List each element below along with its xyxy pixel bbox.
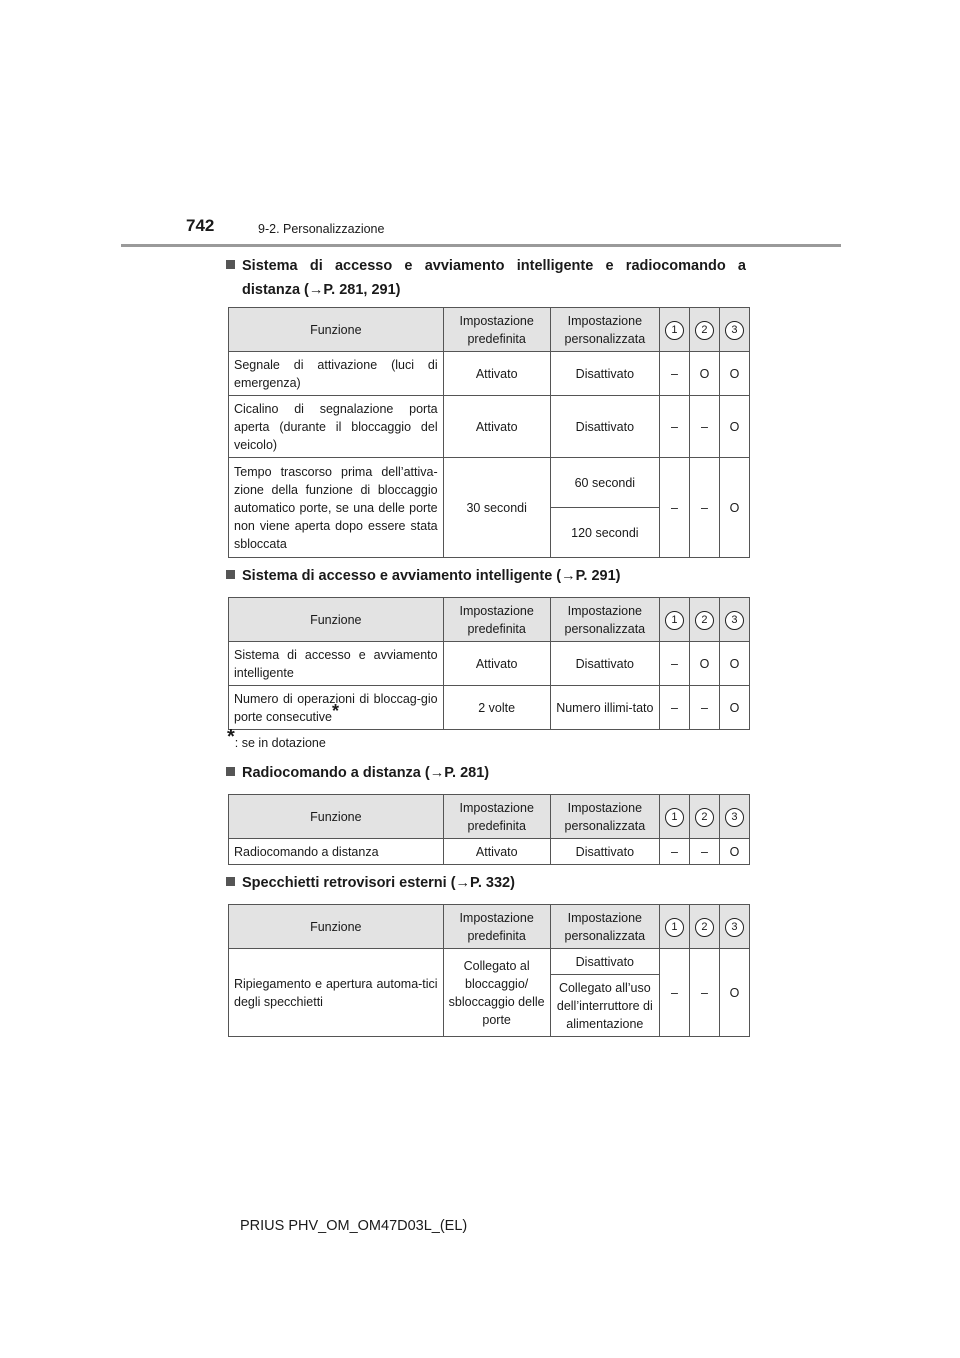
table-row xyxy=(229,458,750,508)
col-2 xyxy=(689,308,719,352)
square-bullet-icon xyxy=(226,877,235,886)
table-row xyxy=(229,642,750,686)
circled-3-icon: 3 xyxy=(725,611,744,630)
cell-mark-2: – xyxy=(689,839,719,865)
cell-custom-option-b: 120 secondi xyxy=(550,508,659,558)
heading-word: e xyxy=(605,258,614,274)
cell-funzione: Tempo trascorso prima dell’attiva-zione della funzione di bloccaggio automatico porte, se una delle porte non viene aperta dopo essere stata sbloccata xyxy=(229,458,444,558)
col-3 xyxy=(719,795,749,839)
cell-custom-option-a: Disattivato xyxy=(550,949,659,975)
cell-mark-3: O xyxy=(719,352,749,396)
cell-custom: Disattivato xyxy=(550,839,659,865)
circled-3-icon: 3 xyxy=(725,918,744,937)
col-default: Impostazione predefinita xyxy=(443,308,550,352)
footnote-star: * xyxy=(331,700,339,721)
col-1 xyxy=(659,308,689,352)
col-3 xyxy=(719,598,749,642)
col-2 xyxy=(689,598,719,642)
cell-mark-1: – xyxy=(659,839,689,865)
heading-line-2: distanza (→P. 281, 291) xyxy=(242,282,401,298)
col-3 xyxy=(719,905,749,949)
cell-mark-2: – xyxy=(689,686,719,730)
settings-table-smart-entry xyxy=(228,597,750,730)
cell-default: Attivato xyxy=(443,642,550,686)
circled-1-icon: 1 xyxy=(665,808,684,827)
cell-custom-option-b: Collegato all’uso dell’interruttore di alimentazione xyxy=(550,975,659,1037)
settings-table-remote-control xyxy=(228,794,750,865)
col-custom: Impostazione personalizzata xyxy=(550,795,659,839)
circled-2-icon: 2 xyxy=(695,918,714,937)
heading-word: di xyxy=(309,258,323,274)
table-header-row xyxy=(229,905,750,949)
cell-custom-option-a: 60 secondi xyxy=(550,458,659,508)
col-custom: Impostazione personalizzata xyxy=(550,905,659,949)
cell-mark-1: – xyxy=(659,396,689,458)
cell-default: Attivato xyxy=(443,839,550,865)
col-funzione: Funzione xyxy=(229,308,444,352)
table-header-row xyxy=(229,308,750,352)
section-reference: 9-2. Personalizzazione xyxy=(258,222,385,236)
cell-mark-2: O xyxy=(689,642,719,686)
col-funzione: Funzione xyxy=(229,795,444,839)
col-default: Impostazione predefinita xyxy=(443,795,550,839)
cell-mark-3: O xyxy=(719,458,749,558)
cell-funzione: Cicalino di segnalazione porta aperta (durante il bloccaggio del veicolo) xyxy=(229,396,444,458)
cell-funzione: Sistema di accesso e avviamento intelligente xyxy=(229,642,444,686)
cell-mark-1: – xyxy=(659,642,689,686)
cell-mark-2: O xyxy=(689,352,719,396)
table-row xyxy=(229,352,750,396)
cell-default: 30 secondi xyxy=(443,458,550,558)
circled-3-icon: 3 xyxy=(725,321,744,340)
cell-default: Collegato al bloccaggio/ sbloccaggio delle porte xyxy=(443,949,550,1037)
col-1 xyxy=(659,905,689,949)
circled-2-icon: 2 xyxy=(695,321,714,340)
cell-custom: Numero illimi-tato xyxy=(550,686,659,730)
col-1 xyxy=(659,795,689,839)
document-id: PRIUS PHV_OM_OM47D03L_(EL) xyxy=(240,1218,468,1234)
heading-word: accesso xyxy=(334,258,393,274)
cell-funzione: Ripiegamento e apertura automa-tici degli specchietti xyxy=(229,949,444,1037)
cell-funzione: Numero di operazioni di bloccag-gio porte consecutive* xyxy=(229,686,444,730)
col-funzione: Funzione xyxy=(229,598,444,642)
heading-word: intelligente xyxy=(516,258,594,274)
cell-custom: Disattivato xyxy=(550,642,659,686)
cell-mark-3: O xyxy=(719,839,749,865)
cell-funzione: Radiocomando a distanza xyxy=(229,839,444,865)
cell-default: Attivato xyxy=(443,352,550,396)
cell-funzione: Segnale di attivazione (luci di emergenza) xyxy=(229,352,444,396)
footnote-star: * xyxy=(227,726,235,748)
cell-mark-1: – xyxy=(659,686,689,730)
circled-2-icon: 2 xyxy=(695,611,714,630)
heading-word: a xyxy=(737,258,746,274)
section-heading-mirrors: Specchietti retrovisori esterni (→P. 332) xyxy=(226,871,515,895)
circled-1-icon: 1 xyxy=(665,321,684,340)
cell-mark-1: – xyxy=(659,458,689,558)
section-heading-remote-control: Radiocomando a distanza (→P. 281) xyxy=(226,761,489,785)
cell-mark-2: – xyxy=(689,949,719,1037)
cell-mark-3: O xyxy=(719,949,749,1037)
circled-3-icon: 3 xyxy=(725,808,744,827)
heading-word: Sistema xyxy=(226,254,298,278)
table-header-row xyxy=(229,598,750,642)
cell-default: Attivato xyxy=(443,396,550,458)
settings-table-mirrors xyxy=(228,904,750,1037)
col-1 xyxy=(659,598,689,642)
square-bullet-icon xyxy=(226,570,235,579)
col-default: Impostazione predefinita xyxy=(443,598,550,642)
col-2 xyxy=(689,905,719,949)
circled-1-icon: 1 xyxy=(665,611,684,630)
col-custom: Impostazione personalizzata xyxy=(550,598,659,642)
cell-default: 2 volte xyxy=(443,686,550,730)
cell-mark-3: O xyxy=(719,686,749,730)
cell-mark-1: – xyxy=(659,352,689,396)
square-bullet-icon xyxy=(226,260,235,269)
header-divider xyxy=(121,244,841,247)
settings-table-keyless-remote xyxy=(228,307,750,558)
footnote: *: se in dotazione xyxy=(227,726,326,750)
table-row xyxy=(229,396,750,458)
table-row xyxy=(229,839,750,865)
col-funzione: Funzione xyxy=(229,905,444,949)
table-header-row xyxy=(229,795,750,839)
heading-word: radiocomando xyxy=(625,258,726,274)
section-heading-keyless-remote xyxy=(226,254,746,302)
circled-2-icon: 2 xyxy=(695,808,714,827)
cell-mark-2: – xyxy=(689,458,719,558)
col-default: Impostazione predefinita xyxy=(443,905,550,949)
cell-mark-1: – xyxy=(659,949,689,1037)
circled-1-icon: 1 xyxy=(665,918,684,937)
col-3 xyxy=(719,308,749,352)
heading-word: avviamento xyxy=(424,258,505,274)
cell-mark-3: O xyxy=(719,396,749,458)
section-heading-smart-entry: Sistema di accesso e avviamento intelligente (→P. 291) xyxy=(226,564,621,588)
cell-mark-3: O xyxy=(719,642,749,686)
cell-mark-2: – xyxy=(689,396,719,458)
page-number: 742 xyxy=(186,216,215,235)
cell-custom: Disattivato xyxy=(550,352,659,396)
col-custom: Impostazione personalizzata xyxy=(550,308,659,352)
table-row xyxy=(229,949,750,975)
table-row xyxy=(229,686,750,730)
col-2 xyxy=(689,795,719,839)
square-bullet-icon xyxy=(226,767,235,776)
heading-word: e xyxy=(404,258,413,274)
cell-custom: Disattivato xyxy=(550,396,659,458)
